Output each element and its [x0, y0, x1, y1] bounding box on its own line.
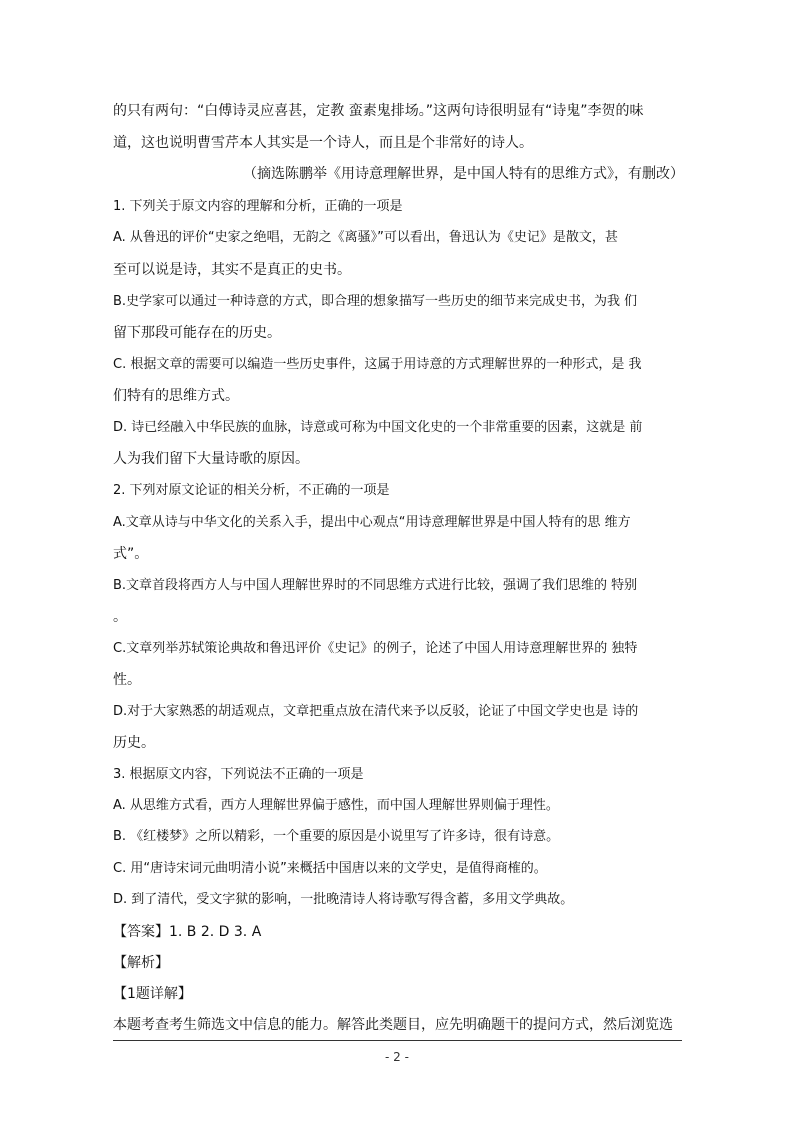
text-line: 。	[113, 609, 127, 625]
page-number: - 2 -	[385, 1050, 409, 1064]
question-3-option-a: A. 从思维方式看，西方人理解世界偏于感性，而中国人理解世界则偏于理性。	[113, 798, 559, 813]
question-2-option-c: C.文章列举苏轼策论典故和鲁迅评价《史记》的例子，论述了中国人用诗意理解世界的 独特	[113, 641, 638, 656]
text-line: 性。	[113, 672, 141, 688]
question-1-option-a: A. 从鲁迅的评价“史家之绝唱，无韵之《离骚》”可以看出，鲁迅认为《史记》是散文，甚	[113, 230, 618, 245]
question-3-option-c: C. 用“唐诗宋词元曲明清小说”来概括中国唐以来的文学史，是值得商榷的。	[113, 861, 547, 876]
question-2-option-d: D.对于大家熟悉的胡适观点，文章把重点放在清代来予以反驳，论证了中国文学史也是 诗的	[113, 704, 639, 719]
question-1-option-b: B.史学家可以通过一种诗意的方式，即合理的想象描写一些历史的细节来完成史书，为我 们	[113, 294, 638, 309]
text-line: 们特有的思维方式。	[113, 388, 239, 404]
text-line: 道，这也说明曹雪芹本人其实是一个诗人，而且是个非常好的诗人。	[113, 135, 533, 151]
text-line: 人为我们留下大量诗歌的原因。	[113, 451, 309, 467]
question-1-option-d: D. 诗已经融入中华民族的血脉，诗意或可称为中国文化史的一个非常重要的因素，这就是 前	[113, 420, 643, 435]
text-line: 历史。	[113, 735, 155, 751]
question-1-detail-heading: 【1题详解】	[113, 986, 192, 1002]
question-2-option-b: B.文章首段将西方人与中国人理解世界时的不同思维方式进行比较，强调了我们思维的 特别	[113, 578, 638, 593]
source-citation: （摘选陈鹏举《用诗意理解世界，是中国人特有的思维方式》，有删改）	[243, 166, 684, 182]
text-line: 的只有两句：“白傅诗灵应喜甚，定教 蛮素鬼排场。”这两句诗很明显有“诗鬼”李贺的味	[113, 103, 644, 119]
question-3-option-b: B. 《红楼梦》之所以精彩，一个重要的原因是小说里写了许多诗，很有诗意。	[113, 829, 560, 844]
question-3-stem: 3. 根据原文内容，下列说法不正确的一项是	[113, 767, 364, 782]
answer-line: 【答案】1. B 2. D 3. A	[113, 924, 262, 940]
question-2-stem: 2. 下列对原文论证的相关分析，不正确的一项是	[113, 483, 390, 498]
question-1-stem: 1. 下列关于原文内容的理解和分析，正确的一项是	[113, 199, 403, 214]
footer-divider	[113, 1040, 682, 1041]
question-1-option-c: C. 根据文章的需要可以编造一些历史事件，这属于用诗意的方式理解世界的一种形式，是 我	[113, 357, 642, 372]
analysis-heading: 【解析】	[113, 955, 169, 971]
text-line: 至可以说是诗，其实不是真正的史书。	[113, 262, 351, 278]
text-line: 式”。	[113, 546, 149, 562]
question-2-option-a: A.文章从诗与中华文化的关系入手，提出中心观点“用诗意理解世界是中国人特有的思 维方	[113, 515, 631, 530]
text-line: 本题考查考生筛选文中信息的能力。解答此类题目，应先明确题干的提问方式，然后浏览选	[113, 1017, 673, 1033]
question-3-option-d: D. 到了清代，受文字狱的影响，一批晚清诗人将诗歌写得含蓄，多用文学典故。	[113, 892, 574, 907]
text-line: 留下那段可能存在的历史。	[113, 325, 281, 341]
